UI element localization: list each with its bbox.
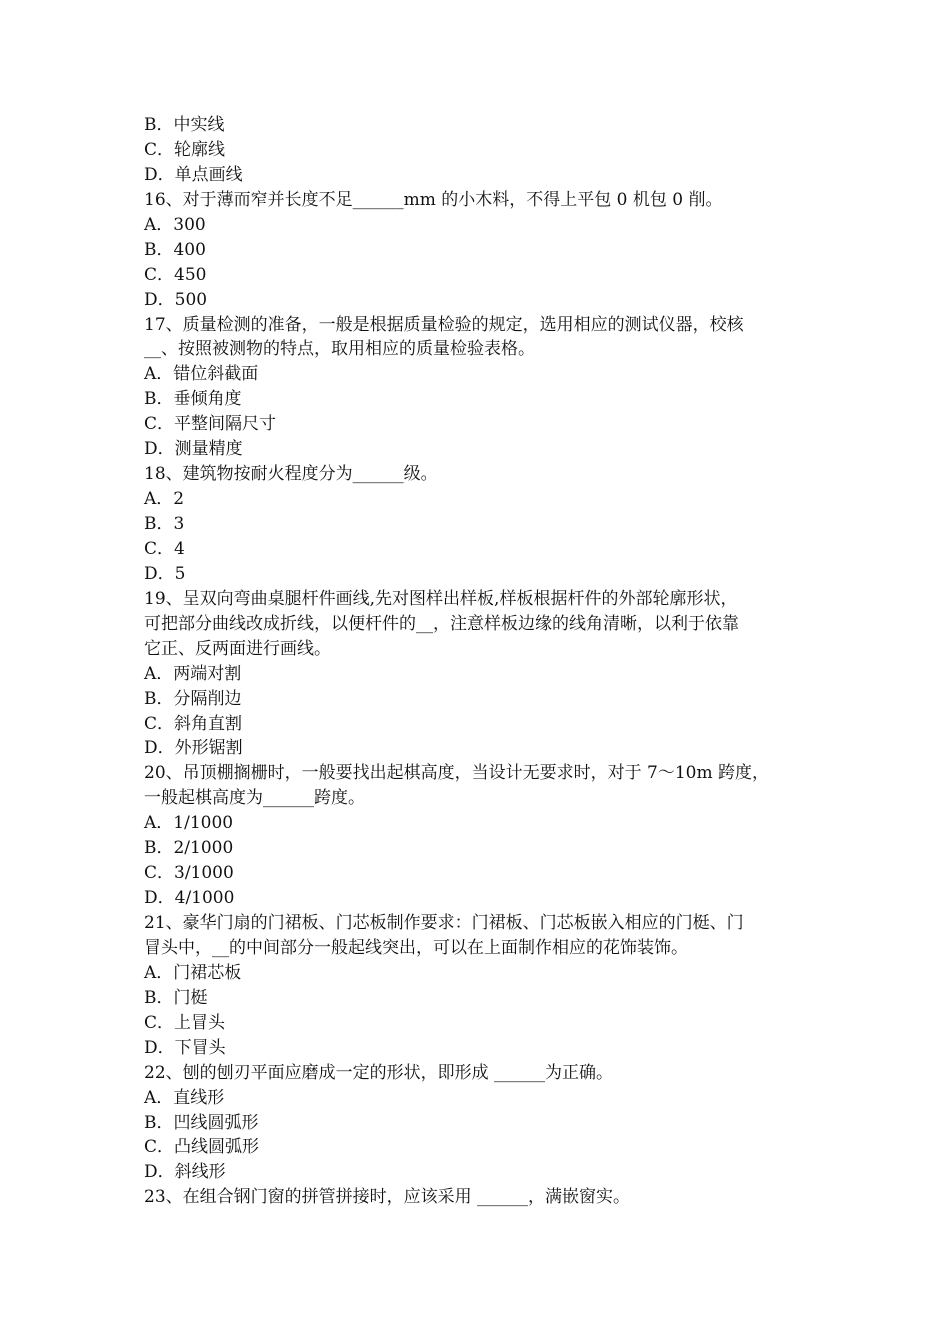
document-body [144, 113, 824, 1210]
question-stem-17: 17、质量检测的准备，一般是根据质量检验的规定，选用相应的测试仪器，校核 [144, 314, 744, 335]
option-line: D．5 [144, 563, 186, 584]
option-line: C．450 [144, 264, 207, 285]
option-line: D．外形锯割 [144, 738, 243, 759]
option-line: B．2/1000 [144, 838, 234, 859]
question-stem-21: 21、豪华门扇的门裙板、门芯板制作要求：门裙板、门芯板嵌入相应的门梃、门 [144, 913, 744, 933]
option-line: C．平整间隔尺寸 [144, 414, 277, 435]
question-stem-19-cont: 可把部分曲线改成折线，以便杆件的__，注意样板边缘的线角清晰，以利于依靠 [144, 613, 739, 634]
option-line: A．两端对割 [144, 663, 242, 684]
option-line: A．错位斜截面 [144, 364, 259, 385]
question-stem-16: 16、对于薄而窄并长度不足______mm 的小木料，不得上平包 0 机包 0 削。 [144, 189, 723, 210]
question-stem-21-cont: 冒头中，__的中间部分一般起线突出，可以在上面制作相应的花饰装饰。 [144, 937, 688, 958]
option-line: C．4 [144, 538, 185, 559]
option-line: D．500 [144, 289, 208, 310]
question-stem-22: 22、刨的刨刃平面应磨成一定的形状，即形成 ______为正确。 [144, 1062, 614, 1083]
option-line: A．门裙芯板 [144, 962, 242, 983]
option-line: D．测量精度 [144, 439, 243, 460]
option-line: A．300 [144, 214, 206, 235]
option-line: D．斜线形 [144, 1162, 226, 1183]
option-line: A．2 [144, 489, 185, 510]
question-stem-19: 19、呈双向弯曲桌腿杆件画线,先对图样出样板,样板根据杆件的外部轮廓形状， [144, 588, 738, 609]
option-line: B．凹线圆弧形 [144, 1112, 259, 1133]
question-stem-20-cont: 一般起棋高度为______跨度。 [144, 788, 365, 809]
option-line: A．1/1000 [144, 813, 234, 834]
option-line: C．轮廓线 [144, 139, 226, 160]
option-line: A．直线形 [144, 1087, 225, 1108]
option-line: C．3/1000 [144, 863, 234, 884]
option-line: B．3 [144, 514, 185, 534]
option-line: C．上冒头 [144, 1012, 226, 1033]
question-stem-19-cont: 它正、反两面进行画线。 [144, 638, 331, 659]
question-stem-23: 23、在组合钢门窗的拼管拼接时，应该采用 ______，满嵌窗实。 [144, 1187, 631, 1208]
option-line: B．门梃 [144, 987, 208, 1008]
option-line: B．400 [144, 239, 206, 260]
option-line: D．4/1000 [144, 888, 235, 909]
option-line: C．凸线圆弧形 [144, 1137, 260, 1158]
option-line: B．垂倾角度 [144, 389, 242, 410]
question-stem-20: 20、吊顶棚搁栅时，一般要找出起棋高度，当设计无要求时，对于 7～10m 跨度， [144, 763, 770, 784]
question-stem-17-cont: __、按照被测物的特点，取用相应的质量检验表格。 [144, 339, 535, 360]
option-line: C．斜角直割 [144, 713, 243, 734]
option-line: D．单点画线 [144, 164, 243, 185]
option-line: D．下冒头 [144, 1037, 226, 1058]
option-line: B．分隔削边 [144, 688, 242, 709]
option-line: B．中实线 [144, 115, 225, 135]
question-stem-18: 18、建筑物按耐火程度分为______级。 [144, 464, 438, 485]
